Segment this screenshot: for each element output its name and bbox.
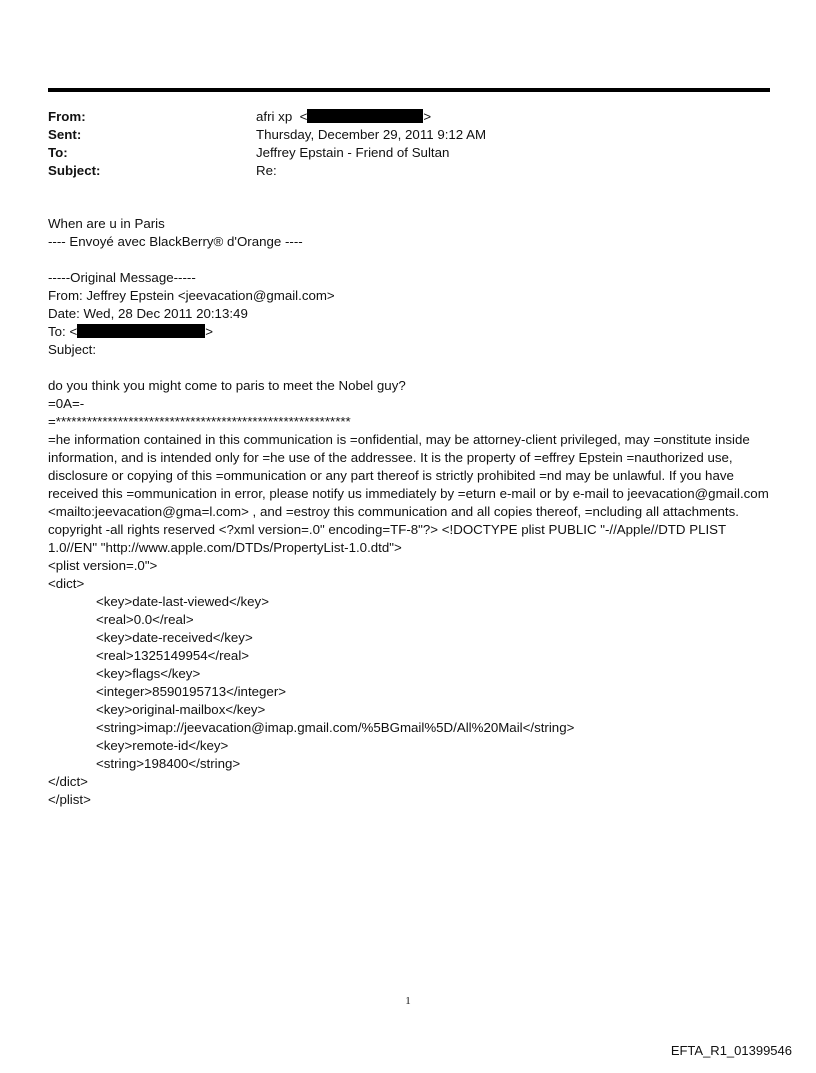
header-rule (48, 88, 770, 92)
plist-line: <real>0.0</real> (96, 612, 194, 627)
sent-label: Sent: (48, 127, 82, 142)
subject-label: Subject: (48, 163, 101, 178)
original-message-marker: -----Original Message----- (48, 270, 196, 285)
from-label: From: (48, 109, 86, 124)
original-date: Date: Wed, 28 Dec 2011 20:13:49 (48, 306, 248, 321)
from-value: afri xp (256, 109, 293, 124)
disclaimer-text: =he information contained in this communication is =onfidential, may be attorney-client privileged, may =onstitute inside information, and is intended only for =he use of the addressee. It is the property of =effrey Epstein =nauthorized use, disclosure or copying of this =ommunication or any part thereof is strictly prohibited =nd may be unlawful. If you have received this =ommunication in error, please notify us immediately by =eturn e-mail or by e-mail to jeevacation@gmail.com <mailto:jeevacation@gma=l.com> , and =estroy this communication and all copies thereof, =ncluding all attachments. copyright -all rights reserved <?xml version=.0" encoding=TF-8"?> <!DOCTYPE plist PUBLIC "-//Apple//DTD PLIST 1.0//EN" "http://www.apple.com/DTDs/PropertyList-1.0.dtd"> (48, 432, 769, 555)
from-row: From: afri xp < > (48, 109, 432, 124)
plist-line: <key>flags</key> (96, 666, 201, 681)
redaction-box (307, 109, 423, 123)
reply-text: When are u in Paris (48, 216, 165, 231)
plist-line: <key>remote-id</key> (96, 738, 229, 753)
to-label: To: (48, 145, 68, 160)
page-number: 1 (405, 995, 411, 1007)
dict-close: </dict> (48, 774, 88, 789)
subject-value: Re: (256, 163, 277, 178)
question-text: do you think you might come to paris to meet the Nobel guy? (48, 378, 406, 393)
plist-line: <key>date-last-viewed</key> (96, 594, 269, 609)
to-row (48, 144, 748, 162)
plist-line: <string>198400</string> (96, 756, 241, 771)
plist-open: <plist version=.0"> (48, 558, 158, 573)
original-subject: Subject: (48, 342, 97, 357)
encoded-separator: =********************************************************* (48, 414, 351, 429)
original-to: To: < > (48, 324, 213, 339)
bates-number: EFTA_R1_01399546 (670, 1043, 792, 1058)
plist-line: <string>imap://jeevacation@imap.gmail.com/%5BGmail%5D/All%20Mail</string> (96, 720, 575, 735)
original-from: From: Jeffrey Epstein <jeevacation@gmail.com> (48, 288, 335, 303)
plist-line: <key>date-received</key> (96, 630, 253, 645)
plist-line: <integer>8590195713</integer> (96, 684, 287, 699)
encoded-line: =0A=- (48, 396, 85, 411)
plist-close: </plist> (48, 792, 91, 807)
email-header (48, 108, 748, 180)
redaction-box (77, 324, 205, 338)
dict-open: <dict> (48, 576, 85, 591)
signature-line: ---- Envoyé avec BlackBerry® d'Orange ---- (48, 234, 303, 249)
sent-row (48, 126, 748, 144)
plist-line: <real>1325149954</real> (96, 648, 250, 663)
plist-line: <key>original-mailbox</key> (96, 702, 266, 717)
sent-value: Thursday, December 29, 2011 9:12 AM (256, 127, 487, 142)
to-value: Jeffrey Epstain - Friend of Sultan (256, 145, 450, 160)
subject-row (48, 162, 748, 180)
email-body (48, 215, 778, 809)
